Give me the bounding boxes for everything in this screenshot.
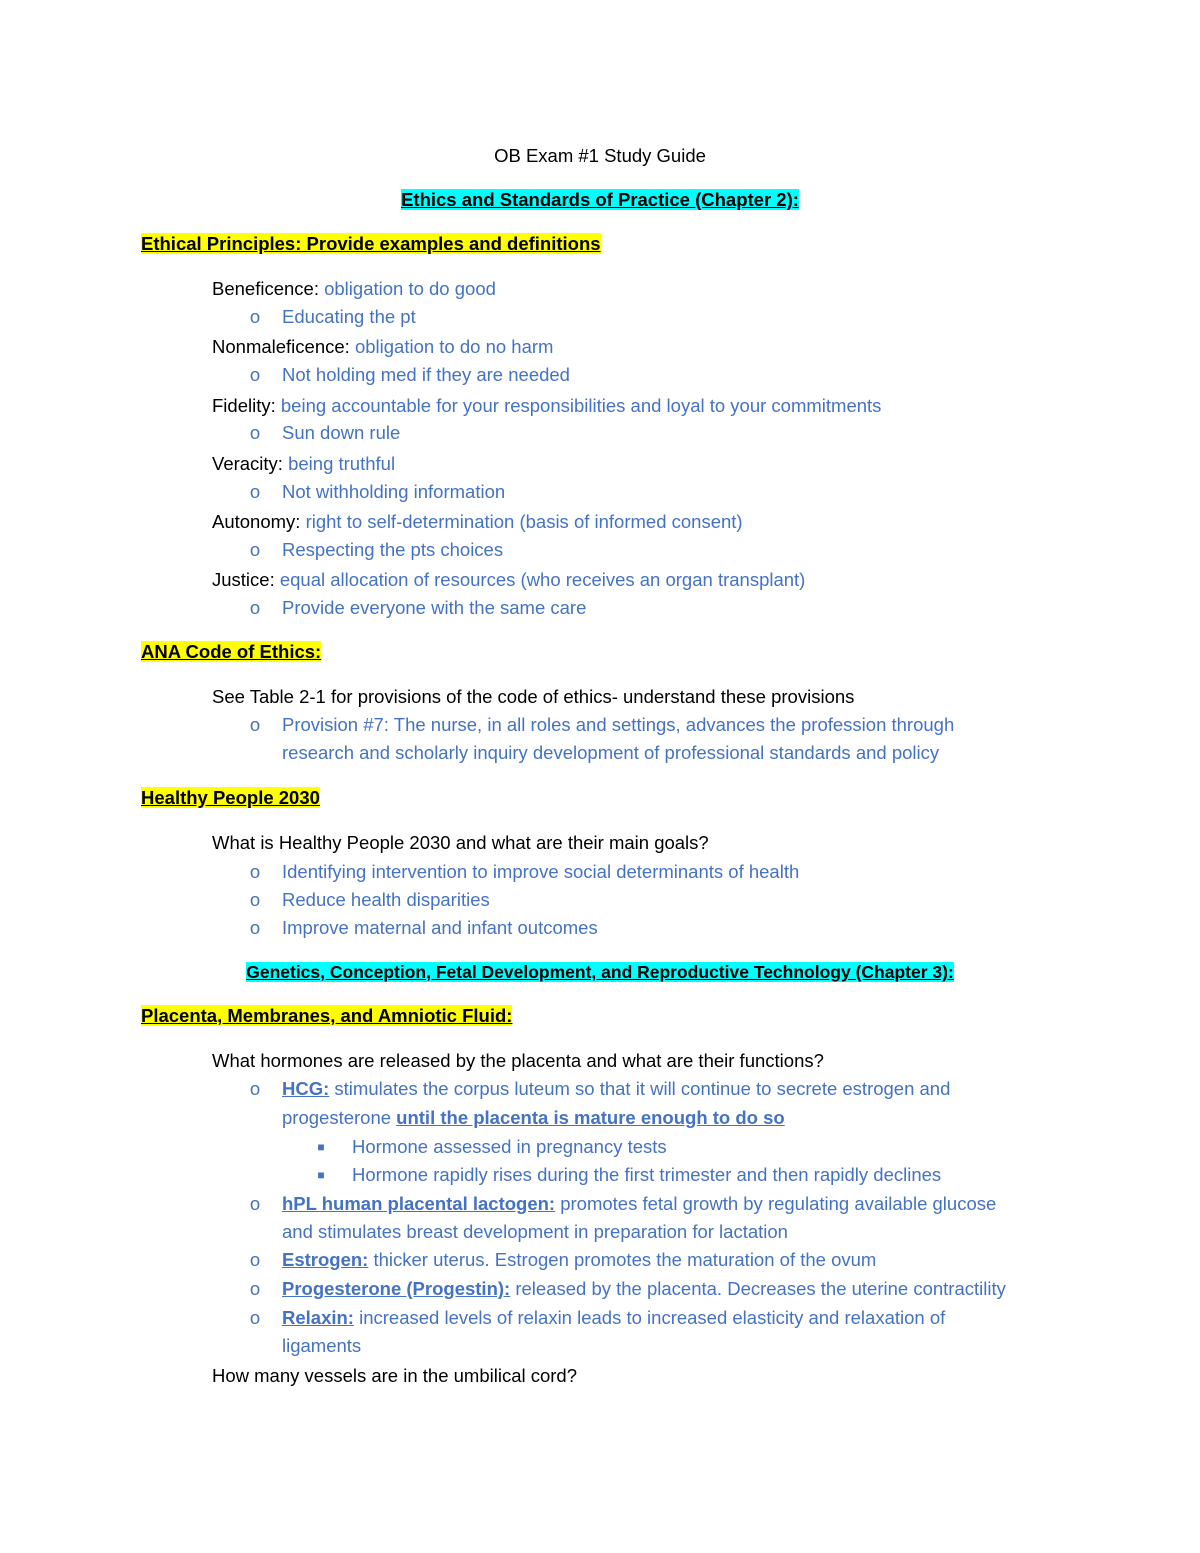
hormone-label: hPL human placental lactogen: — [282, 1193, 556, 1214]
principle-autonomy — [212, 510, 743, 534]
circle-bullet-icon: o — [249, 889, 261, 910]
provision-text: The nurse, in all roles and settings, advances the profession through — [393, 714, 955, 735]
principle-nonmaleficence — [212, 335, 553, 359]
ana-prompt: See Table 2-1 for provisions of the code of ethics- understand these provisions — [212, 686, 855, 707]
provision-label: Provision #7: — [282, 714, 389, 735]
principle-definition: equal allocation of resources (who receives an organ transplant) — [279, 569, 806, 590]
principle-definition: obligation to do no harm — [354, 336, 554, 357]
hormone-text: stimulates the corpus luteum so that it will continue to secrete estrogen and — [334, 1078, 951, 1099]
placenta-prompt: What hormones are released by the placenta and what are their functions? — [212, 1050, 824, 1071]
principle-veracity — [212, 452, 395, 476]
circle-bullet-icon: o — [249, 481, 261, 502]
placenta-heading: Placenta, Membranes, and Amniotic Fluid: — [141, 1005, 513, 1026]
ana-heading: ANA Code of Ethics: — [141, 641, 322, 662]
hormone-label: Progesterone (Progestin): — [282, 1278, 511, 1299]
healthy-people-heading: Healthy People 2030 — [141, 787, 320, 808]
principle-definition: being accountable for your responsibilities and loyal to your commitments — [280, 395, 882, 416]
hormone-text: released by the placenta. Decreases the uterine contractility — [515, 1278, 1006, 1299]
hormone-relaxin-continuation: ligaments — [282, 1335, 362, 1356]
hormone-label: Estrogen: — [282, 1249, 369, 1270]
circle-bullet-icon: o — [249, 364, 261, 385]
circle-bullet-icon: o — [249, 1307, 261, 1328]
circle-bullet-icon: o — [249, 422, 261, 443]
principle-term: Fidelity: — [212, 395, 276, 416]
principle-definition: obligation to do good — [324, 278, 496, 299]
circle-bullet-icon: o — [249, 597, 261, 618]
umbilical-cord-prompt: How many vessels are in the umbilical cord? — [212, 1365, 578, 1386]
principle-term: Nonmaleficence: — [212, 336, 350, 357]
hormone-label: HCG: — [282, 1078, 330, 1099]
hormone-label: Relaxin: — [282, 1307, 354, 1328]
circle-bullet-icon: o — [249, 306, 261, 327]
principle-term: Beneficence: — [212, 278, 319, 299]
circle-bullet-icon: o — [249, 1278, 261, 1299]
square-bullet-icon: ■ — [317, 1168, 325, 1182]
principle-definition: right to self-determination (basis of informed consent) — [305, 511, 743, 532]
circle-bullet-icon: o — [249, 1249, 261, 1270]
circle-bullet-icon: o — [249, 1193, 261, 1214]
ana-provision-continuation: research and scholarly inquiry development of professional standards and policy — [282, 742, 940, 763]
principle-fidelity — [212, 394, 881, 418]
hormone-hpl-continuation: and stimulates breast development in preparation for lactation — [282, 1221, 788, 1242]
hcg-emphasis: until the placenta is mature enough to do so — [396, 1107, 785, 1128]
hormone-text: thicker uterus. Estrogen promotes the maturation of the ovum — [373, 1249, 877, 1270]
circle-bullet-icon: o — [249, 1078, 261, 1099]
hormone-hcg-continuation: progesterone until the placenta is mature enough to do so — [282, 1107, 785, 1128]
principle-beneficence — [212, 277, 496, 301]
circle-bullet-icon: o — [249, 714, 261, 735]
principle-term: Veracity: — [212, 453, 283, 474]
circle-bullet-icon: o — [249, 861, 261, 882]
principle-term: Justice: — [212, 569, 275, 590]
chapter-3-heading: Genetics, Conception, Fetal Development, and Reproductive Technology (Chapter 3): — [246, 962, 954, 982]
hormone-text: increased levels of relaxin leads to increased elasticity and relaxation of — [359, 1307, 946, 1328]
ethical-principles-heading: Ethical Principles: Provide examples and definitions — [141, 233, 601, 254]
hormone-text: promotes fetal growth by regulating available glucose — [560, 1193, 997, 1214]
chapter-2-heading: Ethics and Standards of Practice (Chapter 2): — [401, 189, 799, 210]
principle-justice — [212, 568, 805, 592]
healthy-people-prompt: What is Healthy People 2030 and what are their main goals? — [212, 832, 709, 853]
square-bullet-icon: ■ — [317, 1140, 325, 1154]
document-title: OB Exam #1 Study Guide — [494, 145, 706, 166]
circle-bullet-icon: o — [249, 917, 261, 938]
principle-term: Autonomy: — [212, 511, 301, 532]
principle-definition: being truthful — [288, 453, 396, 474]
circle-bullet-icon: o — [249, 539, 261, 560]
